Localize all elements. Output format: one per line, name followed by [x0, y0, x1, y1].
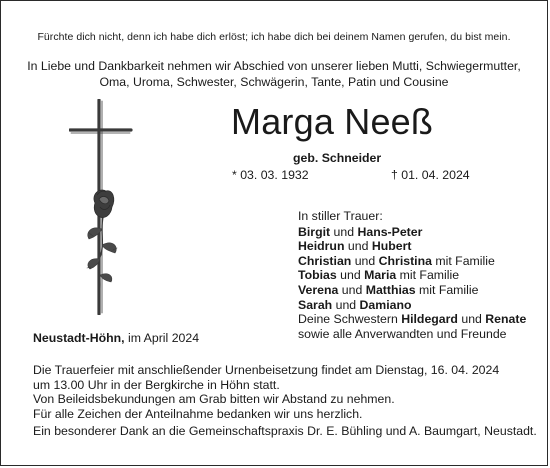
mourner-join: und — [332, 297, 360, 312]
siblings-prefix: Deine Schwestern — [298, 312, 402, 327]
place-town: Neustadt-Höhn, — [33, 331, 125, 345]
funeral-info-line: Die Trauerfeier mit anschließender Urnenbeisetzung findet am Dienstag, 16. 04. 2024 — [33, 363, 500, 377]
mourner-row — [298, 298, 526, 313]
sibling-name: Renate — [485, 312, 527, 327]
mourner-row — [298, 225, 526, 240]
mourner-name: Hubert — [371, 239, 412, 254]
mourner-name: Tobias — [298, 268, 337, 283]
mourner-name: Damiano — [359, 297, 412, 312]
intro-line: Oma, Uroma, Schwester, Schwägerin, Tante, Patin und Cousine — [99, 75, 449, 90]
siblings-row — [298, 312, 526, 327]
death-date: † 01. 04. 2024 — [391, 168, 470, 182]
mourner-name: Christina — [378, 253, 432, 268]
mourner-name: Sarah — [298, 297, 333, 312]
mourner-name: Christian — [298, 253, 352, 268]
special-thanks: Ein besonderer Dank an die Gemeinschaftspraxis Dr. E. Bühling und A. Baumgart, Neustadt. — [33, 424, 537, 438]
sibling-name: Hildegard — [401, 312, 458, 327]
mourner-suffix: mit Familie — [431, 253, 495, 268]
others-row: sowie alle Anverwandten und Freunde — [298, 326, 507, 341]
place-month: im April 2024 — [124, 331, 200, 345]
mourner-join: und — [330, 224, 358, 239]
mourner-join: und — [338, 282, 366, 297]
mourner-name: Hans-Peter — [357, 224, 423, 239]
mourner-suffix: mit Familie — [396, 268, 460, 283]
place-date — [33, 331, 199, 345]
mourner-join: und — [351, 253, 379, 268]
mourner-name: Birgit — [298, 224, 331, 239]
mourner-join: und — [344, 239, 372, 254]
mourner-row — [298, 268, 526, 283]
birth-date: * 03. 03. 1932 — [232, 168, 309, 182]
intro-line: In Liebe und Dankbarkeit nehmen wir Abschied von unserer lieben Mutti, Schwiegermutter, — [27, 59, 521, 73]
funeral-info-line: Von Beileidsbekundungen am Grab bitten wir Abstand zu nehmen. — [33, 392, 395, 407]
bible-quote: Fürchte dich nicht, denn ich habe dich erlöst; ich habe dich bei deinem Namen gerufen, du bist mein. — [37, 31, 511, 43]
funeral-info — [33, 363, 499, 421]
mourner-suffix: mit Familie — [415, 282, 479, 297]
cross-with-rose-icon — [69, 99, 133, 315]
siblings-join: und — [457, 312, 486, 327]
maiden-name: geb. Schneider — [293, 151, 382, 165]
mourner-name: Verena — [298, 282, 339, 297]
mourner-name: Matthias — [365, 282, 416, 297]
mourners-list — [298, 209, 526, 341]
mourner-join: und — [336, 268, 365, 283]
mourner-row — [298, 283, 526, 298]
funeral-info-line: Für alle Zeichen der Anteilnahme bedanken wir uns herzlich. — [33, 406, 363, 421]
mourner-row — [298, 254, 526, 269]
mourner-name: Maria — [364, 268, 397, 283]
mourner-row — [298, 239, 526, 254]
mourner-name: Heidrun — [298, 239, 345, 254]
funeral-info-line: um 13.00 Uhr in der Bergkirche in Höhn statt. — [33, 377, 280, 392]
deceased-name: Marga Neeß — [231, 101, 434, 142]
intro-text — [1, 58, 547, 90]
mourners-lead: In stiller Trauer: — [298, 209, 383, 223]
